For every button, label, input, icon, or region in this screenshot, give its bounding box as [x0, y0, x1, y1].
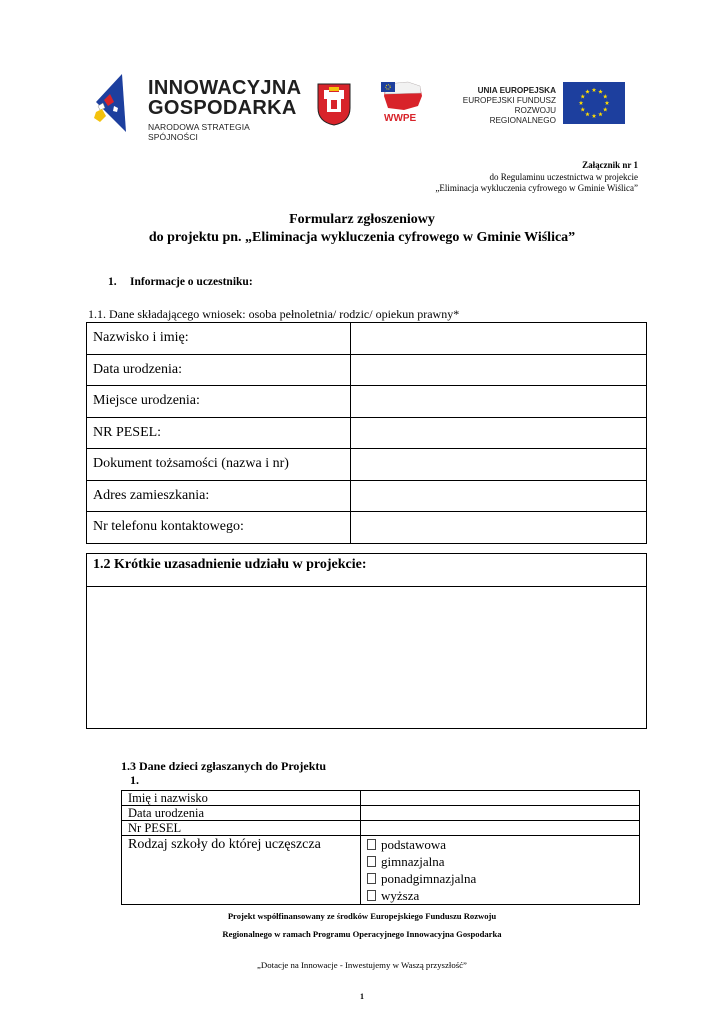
eu-star-icon [579, 101, 584, 105]
footer-line2: Regionalnego w ramach Programu Operacyjnego Innowacyjna Gospodarka [222, 929, 502, 939]
child-field-label: Nr PESEL [122, 821, 361, 836]
footer-slogan: „Dotacje na Innowacje - Inwestujemy w Waszą przyszłość” [257, 960, 467, 970]
school-option-label: wyższa [381, 888, 420, 903]
annex-label: Załącznik nr 1 [582, 160, 638, 170]
footer-line1: Projekt współfinansowany ze środków Europejskiego Funduszu Rozwoju [227, 911, 497, 921]
field-label: Nazwisko i imię: [87, 323, 351, 355]
field-value[interactable] [351, 323, 647, 355]
school-option[interactable] [367, 887, 639, 904]
coat-of-arms-logo [316, 82, 352, 126]
eu-star-icon [598, 112, 603, 116]
eu-star-icon [580, 94, 585, 98]
school-option-label: podstawowa [381, 837, 446, 852]
child-field-label: Imię i nazwisko [122, 791, 361, 806]
field-value[interactable] [351, 354, 647, 386]
field-label: Data urodzenia: [87, 354, 351, 386]
eu-line3: ROZWOJU REGIONALNEGO [489, 106, 556, 125]
eu-fund-label [452, 86, 556, 126]
applicant-table [86, 322, 647, 544]
eu-star-icon [603, 107, 608, 111]
table-row [87, 449, 647, 481]
section1-label: Informacje o uczestniku: [130, 276, 253, 288]
table-row [87, 417, 647, 449]
field-value[interactable] [351, 417, 647, 449]
checkbox-icon[interactable] [367, 873, 376, 884]
school-type-label: Rodzaj szkoły do której uczęszcza [122, 836, 361, 905]
table-row [122, 836, 640, 905]
field-label: Nr telefonu kontaktowego: [87, 512, 351, 544]
field-value[interactable] [351, 512, 647, 544]
field-label: NR PESEL: [87, 417, 351, 449]
eu-star-icon [585, 89, 590, 93]
field-value[interactable] [351, 480, 647, 512]
section1-heading [108, 276, 253, 288]
table-row [87, 323, 647, 355]
innowacyjna-gospodarka-logo [92, 70, 302, 142]
star-emblem-icon [92, 72, 144, 136]
table-row [87, 512, 647, 544]
poland-map-icon [380, 80, 426, 112]
section1-number: 1. [108, 276, 117, 288]
field-value[interactable] [351, 449, 647, 481]
form-title [0, 211, 724, 247]
eu-star-icon [598, 89, 603, 93]
justification-box [86, 553, 647, 729]
checkbox-icon[interactable] [367, 856, 376, 867]
annex-line3: „Eliminacja wykluczenia cyfrowego w Gminie Wiślica” [435, 183, 638, 193]
table-row [122, 806, 640, 821]
field-label: Miejsce urodzenia: [87, 386, 351, 418]
eu-star-icon [592, 88, 597, 92]
child-field-label: Data urodzenia [122, 806, 361, 821]
logo-subtitle: NARODOWA STRATEGIA SPÓJNOŚCI [148, 122, 250, 142]
title-line2: do projektu pn. „Eliminacja wykluczenia cyfrowego w Gminie Wiślica” [148, 230, 576, 245]
child-number: 1. [130, 773, 139, 787]
table-row [122, 791, 640, 806]
eu-star-icon [603, 94, 608, 98]
wwpe-logo [380, 80, 426, 130]
checkbox-icon[interactable] [367, 890, 376, 901]
eu-star-icon [605, 101, 610, 105]
justification-heading: 1.2 Krótkie uzasadnienie udziału w projekcie: [87, 554, 646, 587]
field-label: Adres zamieszkania: [87, 480, 351, 512]
school-option[interactable] [367, 836, 639, 853]
wwpe-label: WWPE [384, 113, 417, 124]
annex-header [435, 160, 638, 195]
school-option-label: gimnazjalna [381, 854, 445, 869]
table-row [87, 480, 647, 512]
table-row [87, 386, 647, 418]
field-value[interactable] [351, 386, 647, 418]
school-type-options [361, 836, 640, 905]
child-field-value[interactable] [361, 806, 640, 821]
eu-line2: EUROPEJSKI FUNDUSZ [462, 96, 556, 105]
school-option[interactable] [367, 853, 639, 870]
annex-line2: do Regulaminu uczestnictwa w projekcie [489, 171, 638, 182]
crest-icon [316, 82, 352, 126]
checkbox-icon[interactable] [367, 839, 376, 850]
school-option[interactable] [367, 870, 639, 887]
child-field-value[interactable] [361, 821, 640, 836]
section1-3-label: 1.3 Dane dzieci zgłaszanych do Projektu [121, 759, 327, 773]
section1-1-heading: 1.1. Dane składającego wniosek: osoba pełnoletnia/ rodzic/ opiekun prawny* [88, 307, 460, 321]
eu-star-icon [585, 112, 590, 116]
table-row [122, 821, 640, 836]
school-option-label: ponadgimnazjalna [381, 871, 477, 886]
section1-3-heading [121, 759, 326, 787]
eu-star-icon [592, 114, 597, 118]
eu-line1: UNIA EUROPEJSKA [477, 86, 556, 95]
table-row [87, 354, 647, 386]
child-field-value[interactable] [361, 791, 640, 806]
child-table [121, 790, 640, 905]
logo-title-line2: GOSPODARKA [148, 97, 297, 119]
logo-title-line1: INNOWACYJNA [148, 77, 302, 99]
eu-stars-icon [563, 82, 625, 124]
title-line1: Formularz zgłoszeniowy [289, 212, 435, 227]
eu-flag-logo [563, 82, 625, 124]
field-label: Dokument tożsamości (nazwa i nr) [87, 449, 351, 481]
justification-field[interactable] [87, 587, 646, 727]
eu-star-icon [580, 107, 585, 111]
page-number: 1 [360, 992, 364, 1001]
